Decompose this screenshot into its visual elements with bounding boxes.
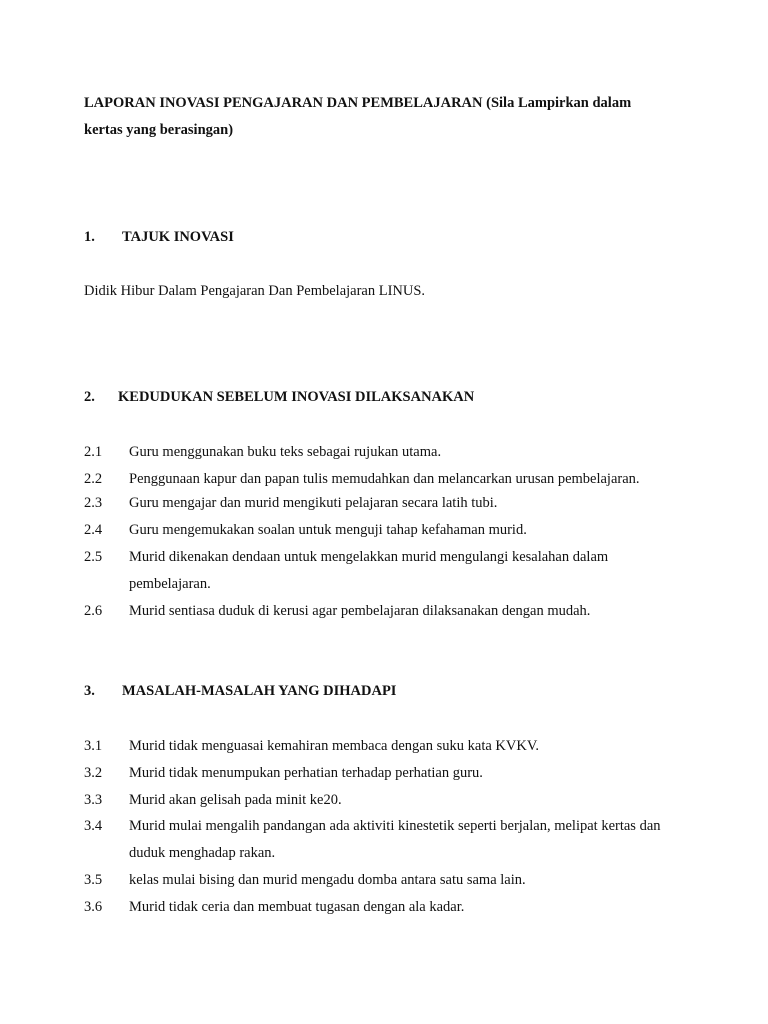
section-3-number: 3. bbox=[84, 683, 95, 699]
list-item-number: 2.6 bbox=[84, 603, 103, 619]
list-item-number: 3.5 bbox=[84, 872, 103, 888]
list-item-number: 2.2 bbox=[84, 471, 103, 487]
section-1-number: 1. bbox=[84, 229, 95, 245]
list-item-text: Guru mengemukakan soalan untuk menguji tahap kefahaman murid. bbox=[129, 522, 527, 538]
list-item-number: 2.3 bbox=[84, 495, 103, 511]
list-item-number: 2.4 bbox=[84, 522, 103, 538]
report-title-line-1: LAPORAN INOVASI PENGAJARAN DAN PEMBELAJARAN (Sila Lampirkan dalam bbox=[84, 95, 632, 111]
list-item-text: Murid tidak menguasai kemahiran membaca dengan suku kata KVKV. bbox=[129, 738, 540, 754]
list-item-number: 3.2 bbox=[84, 765, 103, 781]
section-1-body: Didik Hibur Dalam Pengajaran Dan Pembelajaran LINUS. bbox=[84, 283, 426, 299]
section-3-heading: MASALAH-MASALAH YANG DIHADAPI bbox=[122, 683, 397, 699]
list-item-continuation: duduk menghadap rakan. bbox=[129, 845, 276, 861]
section-1-heading: TAJUK INOVASI bbox=[122, 229, 234, 245]
list-item-text: Guru menggunakan buku teks sebagai rujukan utama. bbox=[129, 444, 442, 460]
list-item-text: Murid akan gelisah pada minit ke20. bbox=[129, 792, 342, 808]
list-item-number: 3.4 bbox=[84, 818, 103, 834]
list-item-text: Murid dikenakan dendaan untuk mengelakkan murid mengulangi kesalahan dalam bbox=[129, 549, 609, 565]
list-item-number: 2.1 bbox=[84, 444, 103, 460]
list-item-continuation: pembelajaran. bbox=[129, 576, 211, 592]
list-item-text: Murid tidak menumpukan perhatian terhadap perhatian guru. bbox=[129, 765, 483, 781]
list-item-number: 3.1 bbox=[84, 738, 103, 754]
list-item-number: 2.5 bbox=[84, 549, 103, 565]
list-item-text: Guru mengajar dan murid mengikuti pelajaran secara latih tubi. bbox=[129, 495, 498, 511]
report-title-line-2: kertas yang berasingan) bbox=[84, 122, 234, 138]
list-item-number: 3.6 bbox=[84, 899, 103, 915]
list-item-text: Murid tidak ceria dan membuat tugasan dengan ala kadar. bbox=[129, 899, 465, 915]
section-2-number: 2. bbox=[84, 389, 95, 405]
list-item-text: Murid mulai mengalih pandangan ada aktiviti kinestetik seperti berjalan, melipat kertas dan bbox=[129, 818, 661, 834]
list-item-text: Penggunaan kapur dan papan tulis memudahkan dan melancarkan urusan pembelajaran. bbox=[129, 471, 640, 487]
list-item-text: Murid sentiasa duduk di kerusi agar pembelajaran dilaksanakan dengan mudah. bbox=[129, 603, 591, 619]
list-item-text: kelas mulai bising dan murid mengadu domba antara satu sama lain. bbox=[129, 872, 526, 888]
list-item-number: 3.3 bbox=[84, 792, 103, 808]
section-2-heading: KEDUDUKAN SEBELUM INOVASI DILAKSANAKAN bbox=[118, 389, 475, 405]
